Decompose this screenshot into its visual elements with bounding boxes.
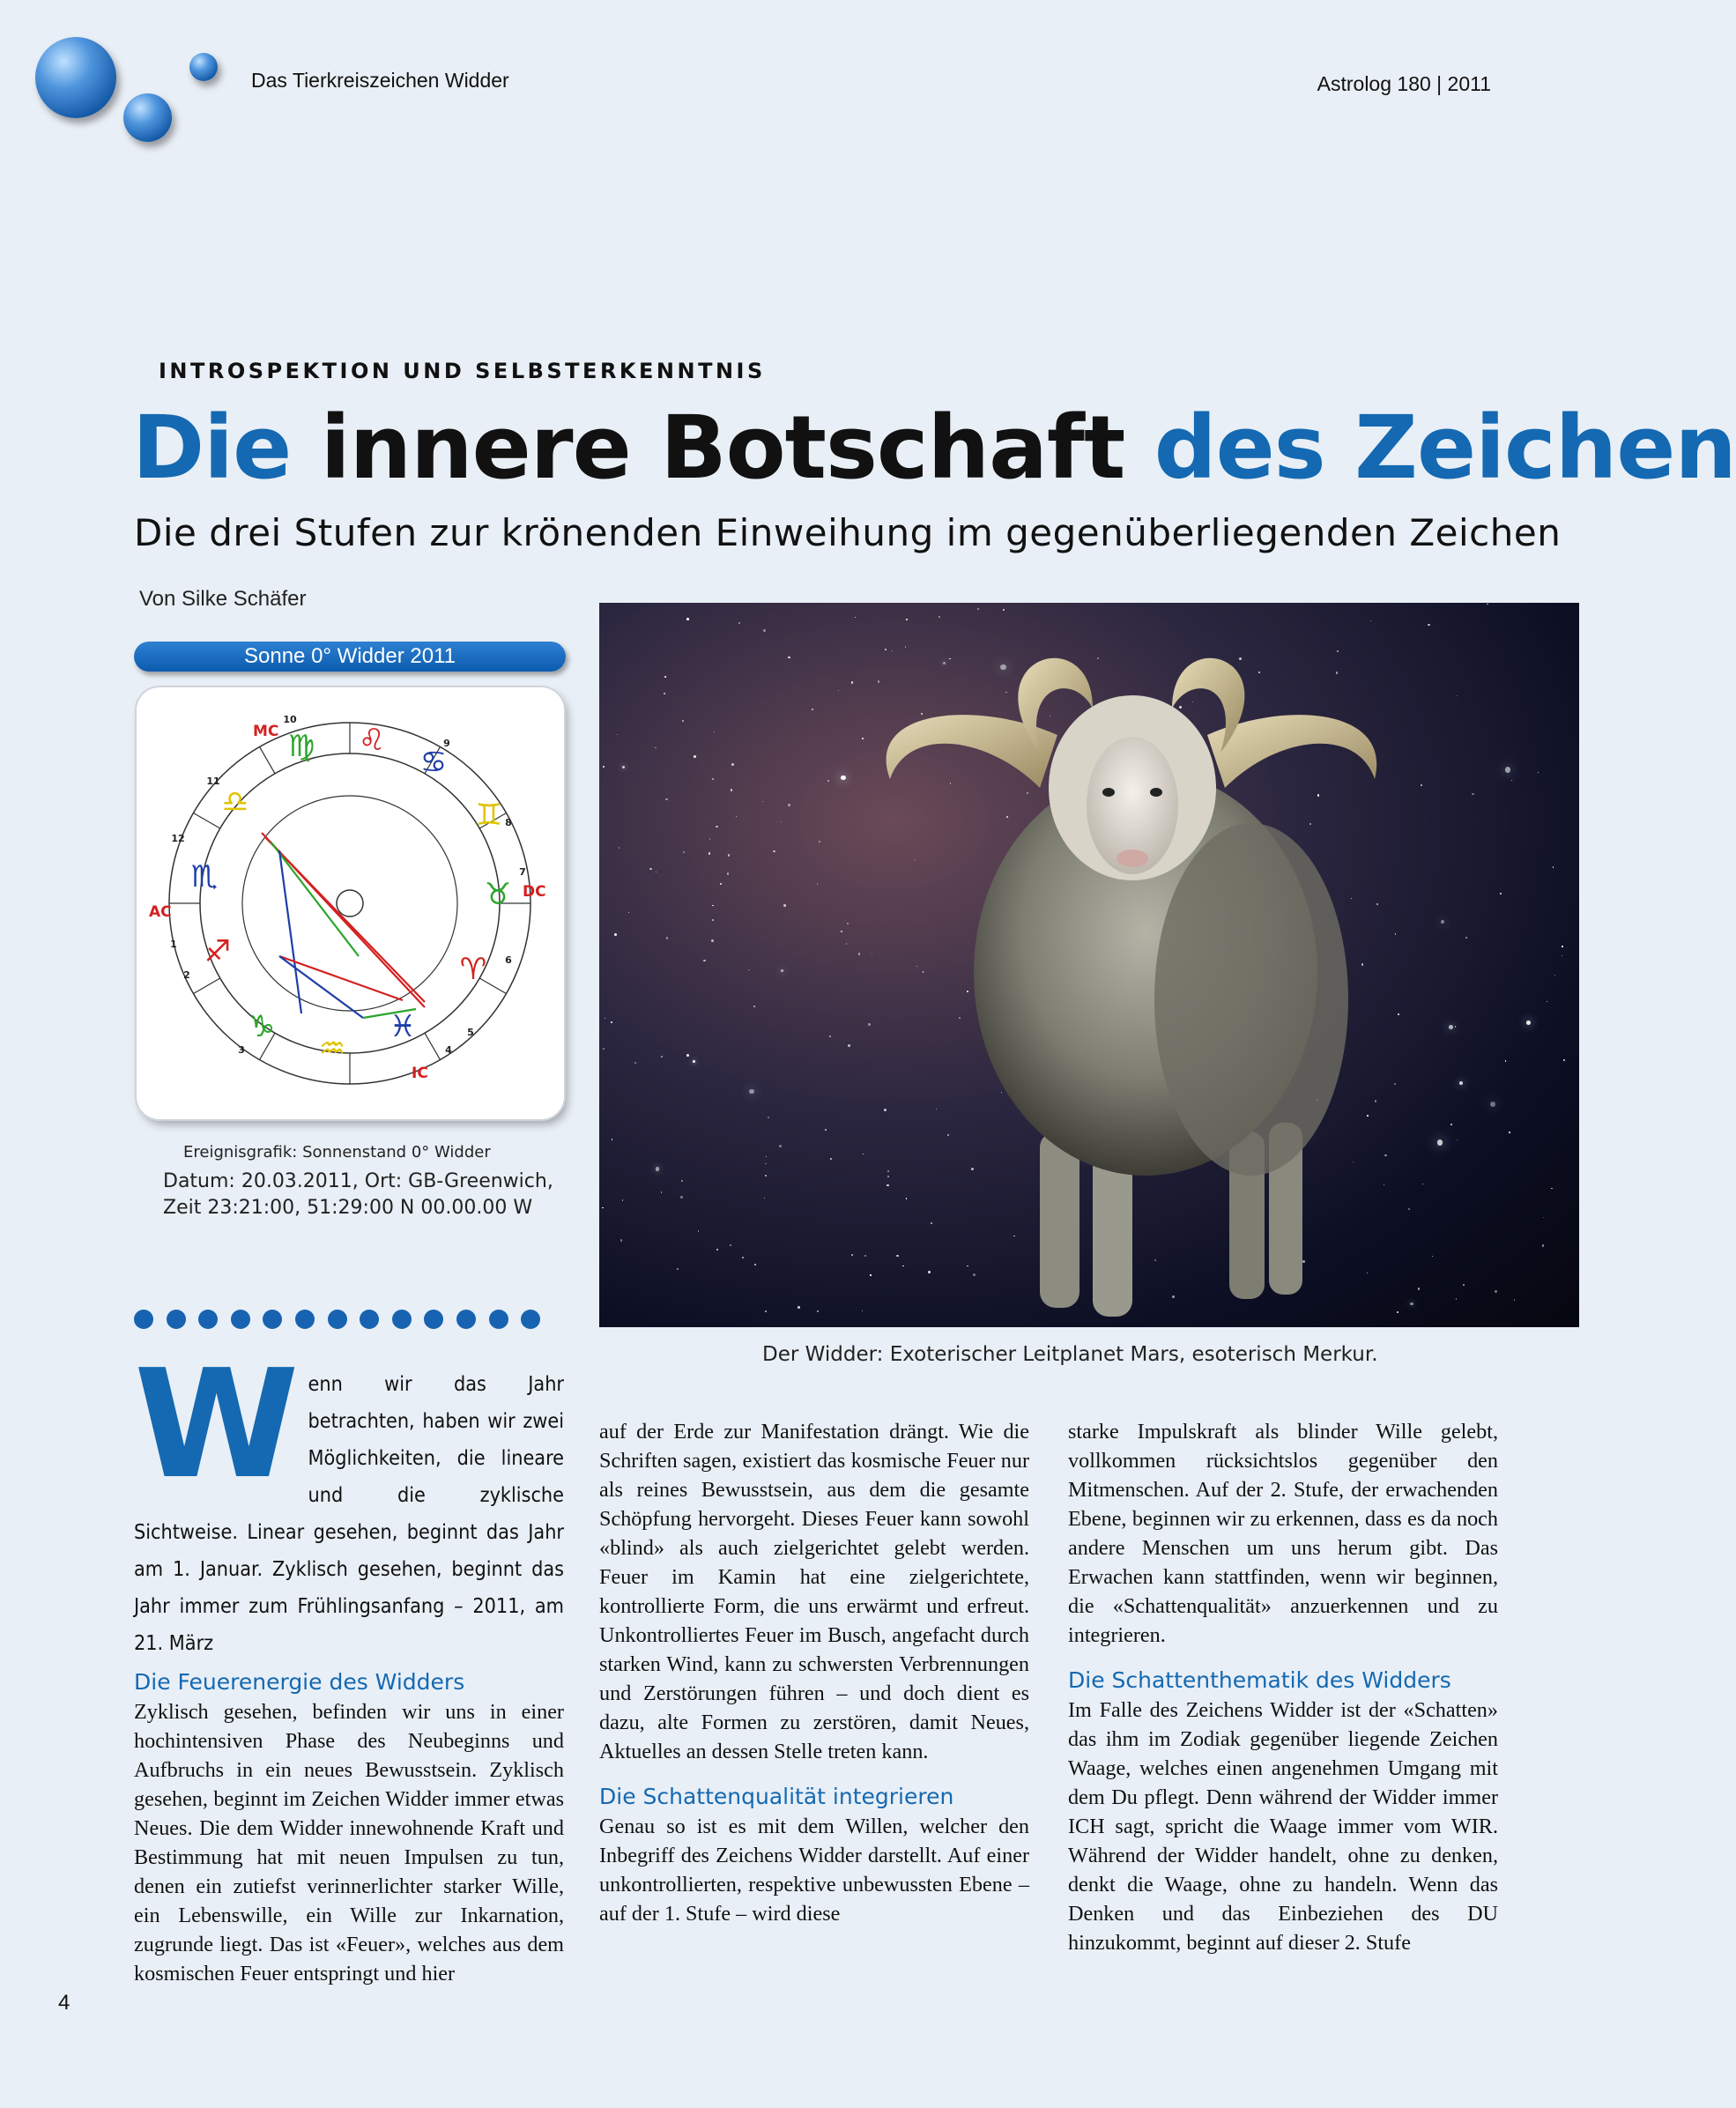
article-column-2 <box>599 1417 1029 1928</box>
chart-date-line-1: Datum: 20.03.2011, Ort: GB-Greenwich, <box>163 1170 553 1192</box>
house-number-6: 6 <box>505 954 512 966</box>
drop-cap: W <box>134 1338 300 1512</box>
sign-glyph-aquarius: ♒ <box>318 1031 346 1066</box>
paragraph-3: Genau so ist es mit dem Willen, welcher den Inbegriff des Zeichens Widder darstellt. Auf einer unkontrollierten, respektive unbewussten Ebene – auf der 1. Stufe – wird diese <box>599 1815 1029 1926</box>
wheel-center <box>337 890 363 917</box>
photo-caption: Der Widder: Exoterischer Leitplanet Mars, esoterisch Merkur. <box>762 1343 1378 1366</box>
house-number-1: 1 <box>170 939 177 950</box>
article-lead <box>134 1338 564 1662</box>
chart-caption: Ereignisgrafik: Sonnenstand 0° Widder <box>183 1143 491 1162</box>
article-author: Von Silke Schäfer <box>139 587 307 611</box>
label-ac: AC <box>149 903 172 921</box>
house-number-10: 10 <box>283 714 297 725</box>
article-subtitle: Die drei Stufen zur krönenden Einweihung im gegenüberliegenden Zeichen <box>134 511 1562 554</box>
aspect-line-blue-2 <box>279 956 363 1018</box>
title-part-3: des Zeichen <box>1154 397 1736 499</box>
heading-schattenthematik: Die Schattenthematik des Widders <box>1068 1667 1451 1693</box>
house-number-7: 7 <box>519 866 526 878</box>
lead-text: enn wir das Jahr betrachten, haben wir zwei Möglichkeiten, die lineare und die zyklische Sichtweise. Linear gesehen, beginnt das Jahr am 1. Januar. Zyklisch gesehen, beginnt das Jahr immer zum Frühlingsanfang – 2011, am 21. März <box>134 1372 564 1655</box>
sign-glyph-gemini: ♊ <box>475 798 503 833</box>
chart-title-pill: Sonne 0° Widder 2011 <box>134 642 566 672</box>
sign-glyph-cancer: ♋ <box>419 745 448 780</box>
label-dc: DC <box>523 883 546 901</box>
article-kicker: INTROSPEKTION UND SELBSTERKENNTNIS <box>159 359 766 383</box>
house-number-2: 2 <box>183 969 190 981</box>
horoscope-wheel <box>137 687 564 1119</box>
title-part-2: innere Botschaft <box>291 397 1154 499</box>
ram-photo <box>599 603 1579 1327</box>
label-mc: MC <box>253 723 279 740</box>
sign-glyph-libra: ♎ <box>221 784 249 820</box>
house-number-5: 5 <box>467 1027 474 1038</box>
paragraph-4: starke Impulskraft als blinder Wille gelebt, vollkommen rücksichtslos gegenüber den Mitmenschen. Auf der 2. Stufe, der erwachenden Ebene, beginnen wir zu erkennen, dass es da noch andere Menschen um uns herum gibt. Das Erwachen kann stattfinden, wenn wir beginnen, die «Schattenqualität» anzuerkennen und zu integrieren. <box>1068 1420 1498 1647</box>
decorative-bubble-medium <box>123 93 172 142</box>
paragraph-5: Im Falle des Zeichens Widder ist der «Schatten» das ihm im Zodiak gegenüber liegende Zeichen Waage, welches einen angenehmen Umgang mit dem Du pflegt. Denn während der Widder immer ICH sagt, spricht die Waage immer vom WIR. Während der Widder handelt, ohne zu denken, denkt die Waage, ohne zu handeln. Wenn das Denken und das Einbeziehen des DU hinzukommt, beginnt auf dieser 2. Stufe <box>1068 1698 1498 1955</box>
sign-glyph-pisces: ♓ <box>389 1009 417 1044</box>
paragraph-1: Zyklisch gesehen, befinden wir uns in einer hochintensiven Phase des Neubeginns und Aufbruchs in ein neues Bewusstsein. Zyklisch gesehen, beginnt im Zeichen Widder immer etwas Neues. Die dem Widder innewohnende Kraft und Bestimmung hat mit neuen Impulsen zu tun, denen ein zutiefst verinnerlichter starker Wille, ein Lebenswille, ein Wille zur Inkarnation, zugrunde liegt. Das ist «Feuer», welches aus dem kosmischen Feuer entspringt und hier <box>134 1700 564 1986</box>
page-number: 4 <box>58 1991 70 2015</box>
house-number-11: 11 <box>206 776 220 787</box>
label-ic: IC <box>412 1065 428 1082</box>
heading-schattenqualitaet: Die Schattenqualität integrieren <box>599 1784 954 1809</box>
house-number-12: 12 <box>171 833 185 844</box>
sign-glyph-scorpio: ♏ <box>190 859 219 894</box>
house-number-9: 9 <box>443 738 450 749</box>
article-column-1 <box>134 1338 564 1988</box>
house-number-4: 4 <box>445 1044 452 1056</box>
paragraph-2: auf der Erde zur Manifestation drängt. Wie die Schriften sagen, existiert das kosmische Feuer nur als reines Bewusstsein, aus dem die gesamte Schöpfung hervorgeht. Dieses Feuer kann sowohl «blind» als auch zielgerichtet gelebt werden. Feuer im Kamin hat eine zielgerichtete, kontrollierte Form, die uns erwärmt und erfreut. Unkontrolliertes Feuer im Busch, angefacht durch starken Wind, kann zu schwersten Verbrennungen und Zerstörungen führen – und doch dient es dazu, alte Formen zu zerstören, damit Neues, Aktuelles an dessen Stelle treten kann. <box>599 1420 1029 1763</box>
running-header-issue: Astrolog 180 | 2011 <box>1317 72 1491 95</box>
heading-feuerenergie: Die Feuerenergie des Widders <box>134 1669 465 1695</box>
sign-glyph-sagittarius: ♐ <box>204 934 232 969</box>
article-column-3 <box>1068 1417 1498 1957</box>
running-header-section: Das Tierkreiszeichen Widder <box>251 69 509 92</box>
decorative-dot-row <box>134 1310 540 1329</box>
sign-glyph-capricorn: ♑ <box>248 1009 276 1044</box>
house-number-8: 8 <box>505 817 512 828</box>
article-title <box>132 397 1736 499</box>
house-number-3: 3 <box>238 1044 245 1056</box>
ram-illustration <box>599 603 1579 1327</box>
sign-glyph-leo: ♌ <box>358 723 386 758</box>
chart-date-line-2: Zeit 23:21:00, 51:29:00 N 00.00.00 W <box>163 1197 533 1219</box>
decorative-bubble-large <box>35 37 116 118</box>
chart-date-info <box>163 1169 553 1221</box>
decorative-bubble-small <box>189 53 218 81</box>
horoscope-chart <box>137 687 564 1119</box>
sign-glyph-virgo: ♍ <box>287 729 315 764</box>
title-part-1: Die <box>132 397 292 499</box>
aspect-line-blue <box>279 850 301 1013</box>
sign-glyph-taurus: ♉ <box>484 877 512 912</box>
sign-glyph-aries: ♈ <box>459 952 487 987</box>
